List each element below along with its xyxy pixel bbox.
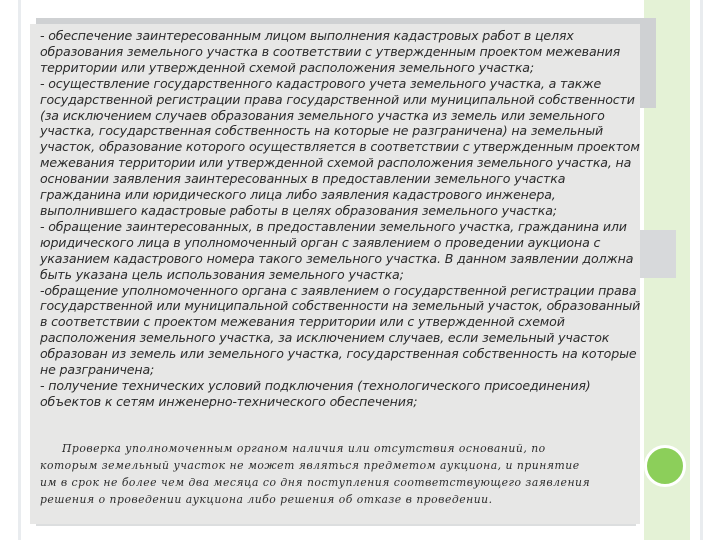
text-line: -обращение уполномоченного органа с заявлением о государственной регистрации права — [40, 282, 637, 298]
text-line: основании заявления заинтересованных в предоставлении земельного участка — [40, 171, 566, 187]
text-line: - обеспечение заинтересованным лицом выполнения кадастровых работ в целях — [40, 28, 574, 43]
text-line: расположения земельного участка, за исключением случаев, если земельный участок — [40, 330, 610, 346]
text-line: государственной или муниципальной собственности на земельный участок, образованный — [40, 298, 641, 314]
text-line: юридического лица в уполномоченный орган с заявлением о проведении аукциона с — [40, 234, 601, 250]
text-line: им в срок не более чем два месяца со дня поступления соответствующего заявления — [40, 476, 591, 489]
text-line: межевания территории или утвержденной схемой расположения земельного участка, на — [40, 155, 632, 171]
text-line: участок, образование которого осуществляется в соответствии с утвержденным проектом — [40, 139, 640, 155]
text-line: - осуществление государственного кадастрового учета земельного участка, а также — [40, 75, 602, 91]
text-line: не разграничена; — [40, 362, 155, 378]
text-line: - получение технических условий подключения (технологического присоединения) — [40, 377, 591, 393]
text-line: государственной регистрации права государственной или муниципальной собственности — [40, 91, 635, 107]
text-line: объектов к сетям инженерно-технического обеспечения; — [40, 393, 418, 409]
text-line: быть указана цель использования земельного участка; — [40, 266, 404, 282]
text-line: участка, государственная собственность на которые не разграничена) на земельный — [40, 123, 604, 139]
right-frame-border — [700, 0, 703, 540]
text-line: указанием кадастрового номера такого земельного участка. В данном заявлении должна — [40, 250, 634, 266]
text-line: образован из земель или земельного участка, государственная собственность на которые — [40, 346, 637, 362]
green-circle-decoration — [644, 445, 686, 487]
text-line: Проверка уполномоченным органом наличия или отсутствия оснований, по — [62, 442, 546, 455]
left-frame-border — [18, 0, 21, 540]
text-line: - обращение заинтересованных, в предоставлении земельного участка, гражданина или — [40, 218, 627, 234]
text-line: территории или утвержденной схемой расположения земельного участка; — [40, 59, 534, 75]
text-line: в соответствии с проектом межевания территории или с утвержденной схемой — [40, 314, 565, 330]
text-line: образования земельного участка в соответствии с утвержденным проектом межевания — [40, 43, 621, 59]
text-line: которым земельный участок не может являться предметом аукциона, и принятие — [40, 459, 580, 472]
document-body — [40, 28, 640, 410]
text-line: (за исключением случаев образования земельного участка из земель или земельного — [40, 107, 605, 123]
text-line: гражданина или юридического лица либо заявления кадастрового инженера, — [40, 187, 556, 203]
text-line: решения о проведении аукциона либо решения об отказе в проведении. — [40, 493, 493, 506]
final-paragraph — [40, 440, 645, 508]
text-line: выполнившего кадастровые работы в целях образования земельного участка; — [40, 202, 557, 218]
